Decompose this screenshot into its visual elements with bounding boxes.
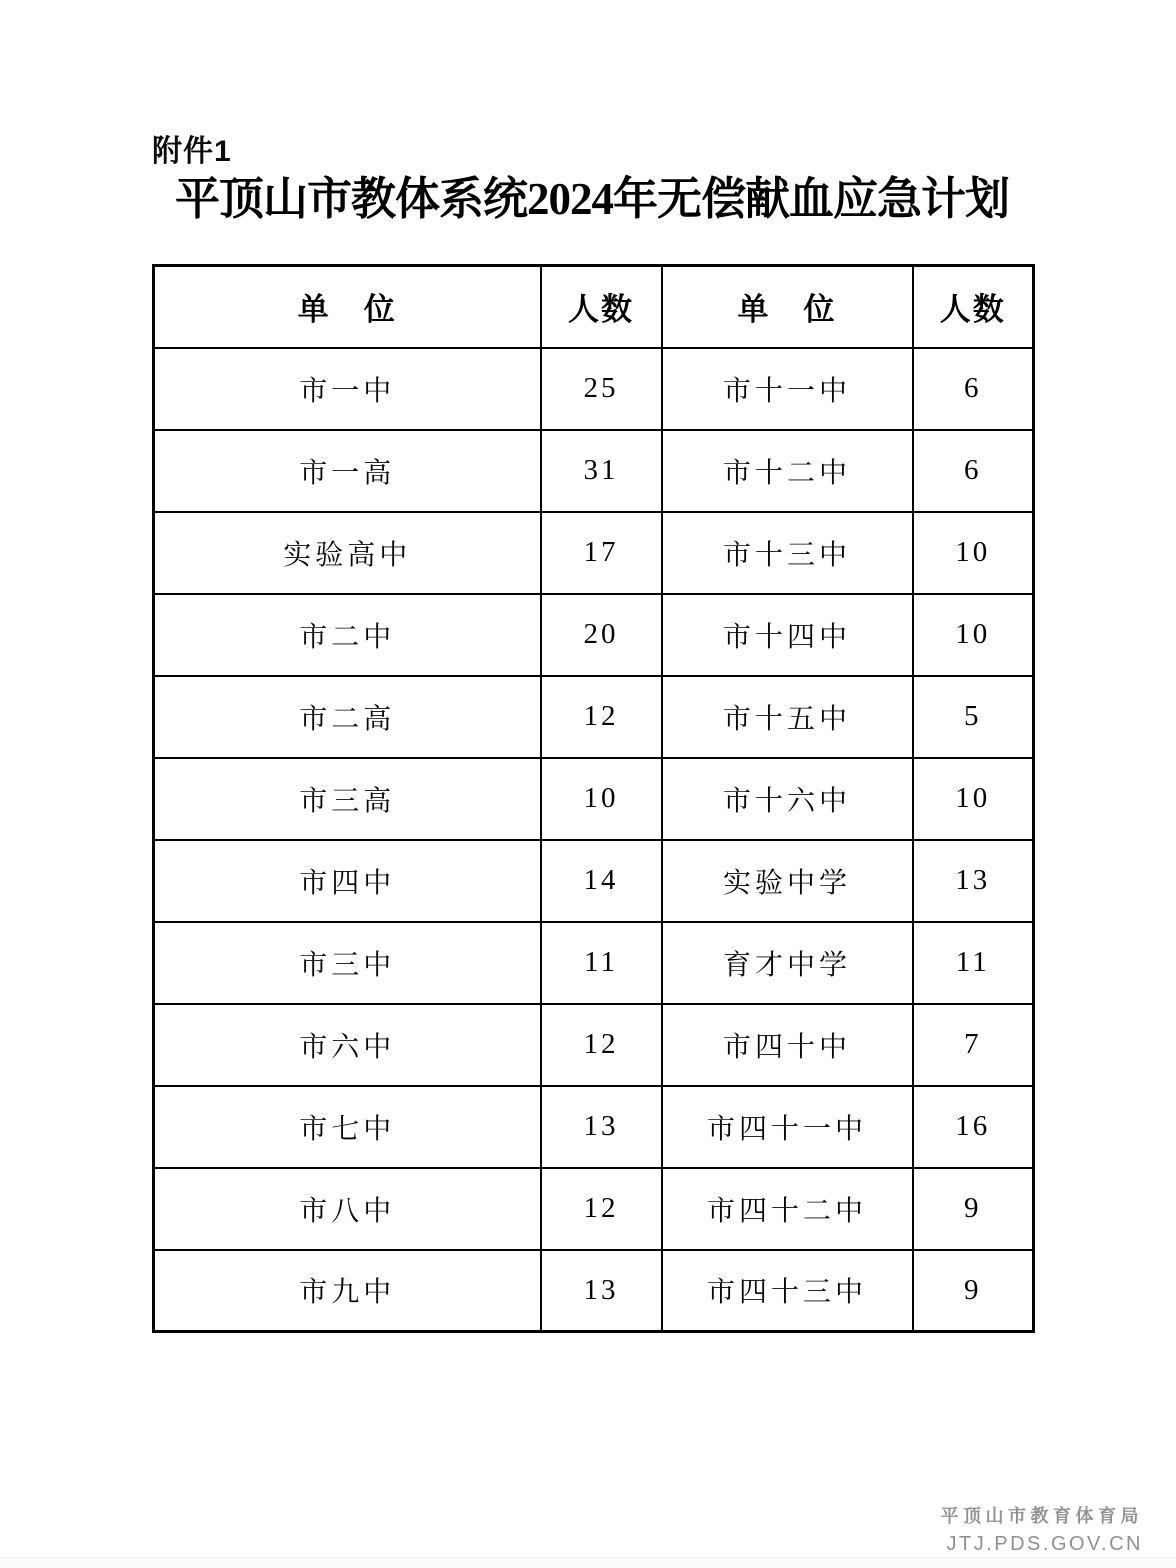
unit-cell: 市一高 [154, 430, 541, 512]
count-cell: 13 [541, 1250, 662, 1332]
table-header-row [154, 266, 1034, 348]
count-cell: 6 [913, 348, 1034, 430]
count-cell: 11 [913, 922, 1034, 1004]
unit-cell: 市十四中 [662, 594, 913, 676]
table-row [154, 840, 1034, 922]
unit-cell: 市四十二中 [662, 1168, 913, 1250]
table-row [154, 758, 1034, 840]
unit-cell: 市四中 [154, 840, 541, 922]
count-cell: 10 [913, 512, 1034, 594]
page-bottom-edge [0, 1557, 1176, 1568]
attachment-label: 附件1 [152, 135, 232, 168]
count-cell: 20 [541, 594, 662, 676]
header-unit-right: 单 位 [662, 266, 913, 348]
unit-cell: 实验中学 [662, 840, 913, 922]
header-count-left: 人数 [541, 266, 662, 348]
count-cell: 10 [913, 758, 1034, 840]
unit-cell: 市二中 [154, 594, 541, 676]
unit-cell: 市七中 [154, 1086, 541, 1168]
footer-watermark [941, 1506, 1144, 1556]
table-row [154, 1004, 1034, 1086]
table-row [154, 1250, 1034, 1332]
count-cell: 13 [913, 840, 1034, 922]
unit-cell: 市六中 [154, 1004, 541, 1086]
count-cell: 7 [913, 1004, 1034, 1086]
unit-cell: 市十六中 [662, 758, 913, 840]
footer-agency-name: 平顶山市教育体育局 [940, 1506, 1143, 1526]
count-cell: 14 [541, 840, 662, 922]
count-cell: 10 [913, 594, 1034, 676]
count-cell: 10 [541, 758, 662, 840]
table-row [154, 922, 1034, 1004]
count-cell: 13 [541, 1086, 662, 1168]
table-row [154, 594, 1034, 676]
count-cell: 31 [541, 430, 662, 512]
header-unit-left: 单 位 [154, 266, 541, 348]
count-cell: 11 [541, 922, 662, 1004]
table-row [154, 676, 1034, 758]
unit-cell: 市二高 [154, 676, 541, 758]
footer-website: JTJ.PDS.GOV.CN [946, 1532, 1143, 1555]
unit-cell: 市十三中 [662, 512, 913, 594]
unit-cell: 市三中 [154, 922, 541, 1004]
table-row [154, 1086, 1034, 1168]
table-row [154, 512, 1034, 594]
count-cell: 9 [913, 1250, 1034, 1332]
unit-cell: 市三高 [154, 758, 541, 840]
table-row [154, 430, 1034, 512]
count-cell: 12 [541, 1168, 662, 1250]
document-title: 平顶山市教体系统2024年无偿献血应急计划 [174, 174, 1009, 224]
unit-cell: 市四十一中 [662, 1086, 913, 1168]
count-cell: 9 [913, 1168, 1034, 1250]
count-cell: 5 [913, 676, 1034, 758]
count-cell: 12 [541, 1004, 662, 1086]
count-cell: 12 [541, 676, 662, 758]
count-cell: 6 [913, 430, 1034, 512]
unit-cell: 市一中 [154, 348, 541, 430]
unit-cell: 市四十中 [662, 1004, 913, 1086]
unit-cell: 市八中 [154, 1168, 541, 1250]
unit-cell: 市九中 [154, 1250, 541, 1332]
unit-cell: 市四十三中 [662, 1250, 913, 1332]
blood-donation-plan-table [152, 264, 1035, 1333]
unit-cell: 市十一中 [662, 348, 913, 430]
unit-cell: 育才中学 [662, 922, 913, 1004]
table-row [154, 1168, 1034, 1250]
unit-cell: 实验高中 [154, 512, 541, 594]
count-cell: 25 [541, 348, 662, 430]
table-row [154, 348, 1034, 430]
header-count-right: 人数 [913, 266, 1034, 348]
count-cell: 16 [913, 1086, 1034, 1168]
count-cell: 17 [541, 512, 662, 594]
unit-cell: 市十五中 [662, 676, 913, 758]
unit-cell: 市十二中 [662, 430, 913, 512]
